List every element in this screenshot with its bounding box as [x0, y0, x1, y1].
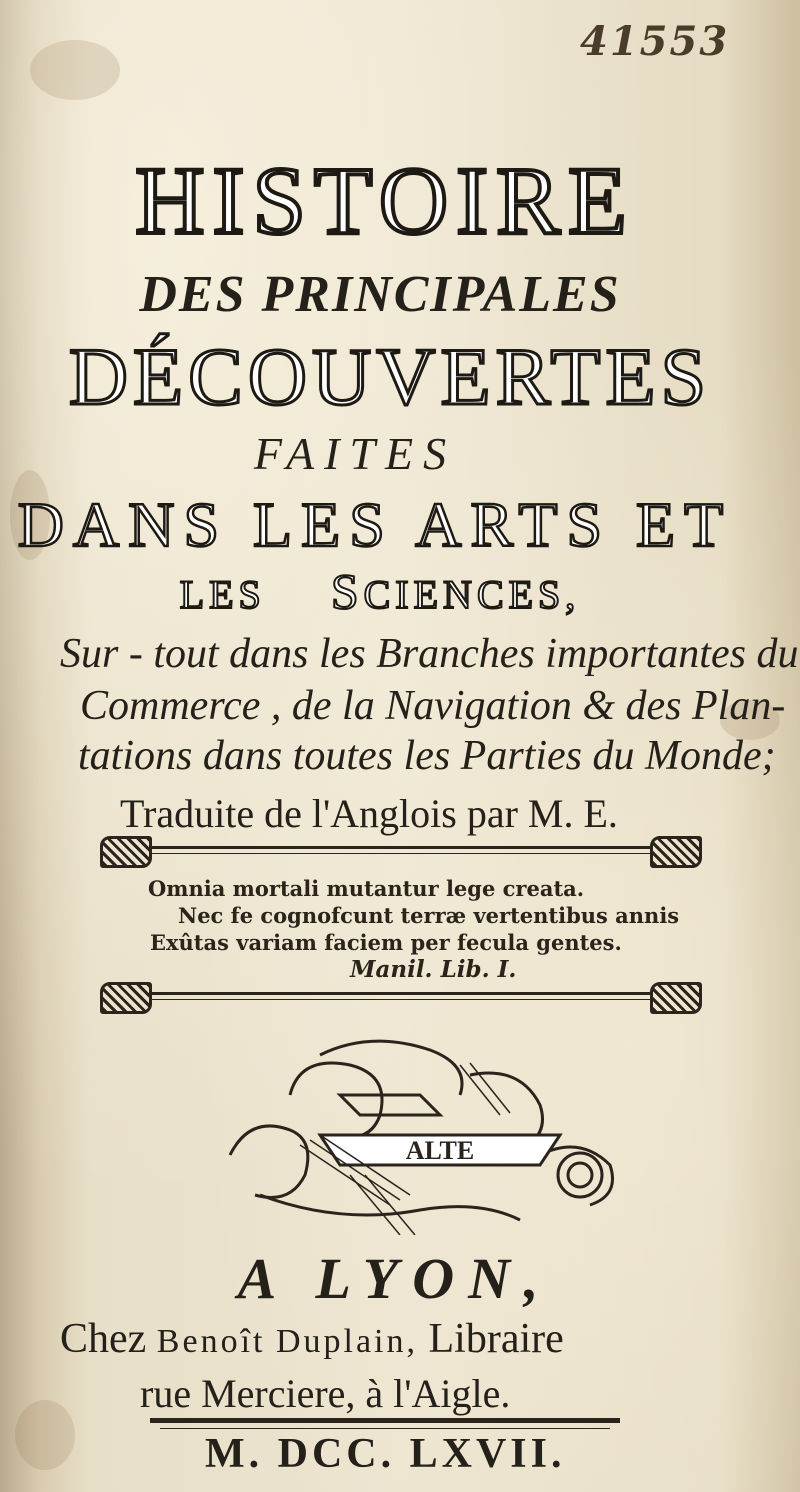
ornament-left-icon	[100, 836, 152, 868]
foxing-stain	[15, 1400, 75, 1470]
ornament-right-icon	[650, 836, 702, 868]
title-sciences-rest: CIENCES,	[363, 572, 581, 617]
imprint-rule-thin	[160, 1428, 610, 1429]
ornamental-rule-top-thin	[150, 853, 650, 854]
imprint-date: M. DCC. LXVII.	[205, 1431, 566, 1477]
ornament-right-icon	[650, 982, 702, 1014]
imprint-publisher-last: Duplain,	[275, 1323, 419, 1360]
imprint-publisher-first: Benoît	[156, 1323, 266, 1360]
title-des-principales: DES PRINCIPALES	[139, 266, 621, 323]
vignette-scroll	[320, 1041, 462, 1095]
ornamental-rule-bottom-thin	[150, 999, 650, 1000]
epigraph-line-1: Omnia mortali mutantur lege creata.	[148, 876, 585, 901]
vignette-rosette	[558, 1153, 602, 1197]
epigraph-line-2: Nec fe cognofcunt terræ vertentibus annis	[178, 903, 680, 928]
ornament-left-icon	[100, 982, 152, 1014]
vignette-rosette	[568, 1163, 592, 1187]
imprint-chez: Chez	[60, 1316, 147, 1362]
imprint-city: A LYON,	[237, 1246, 553, 1311]
imprint-rule-thick	[150, 1418, 620, 1423]
imprint-role: Libraire	[428, 1316, 564, 1362]
subtitle-line-2: Commerce , de la Navigation & des Plan-	[80, 683, 786, 729]
vignette-scroll	[260, 1195, 520, 1220]
vignette-scroll	[290, 1063, 382, 1138]
title-histoire: HISTOIRE	[135, 147, 635, 254]
title-decouvertes: DÉCOUVERTES	[68, 331, 712, 422]
vignette-scroll	[230, 1126, 308, 1198]
epigraph-line-3: Exûtas variam faciem per fecula gentes.	[150, 930, 622, 955]
epigraph-source: Manil. Lib. I.	[350, 956, 517, 983]
title-les-sciences	[0, 562, 780, 620]
subtitle-line-3: tations dans toutes les Parties du Monde;	[78, 733, 776, 779]
imprint-publisher-line	[60, 1315, 800, 1363]
vignette-label: ALTE	[405, 1136, 475, 1165]
translator-line: Traduite de l'Anglois par M. E.	[120, 791, 618, 836]
vignette-plinth	[340, 1095, 440, 1115]
handwritten-shelfmark: 41553	[580, 18, 730, 65]
subtitle-line-1: Sur - tout dans les Branches importantes du	[60, 631, 799, 677]
title-les: LES	[179, 572, 266, 617]
ornamental-rule-bottom	[150, 992, 650, 995]
printers-device-vignette	[140, 1035, 660, 1235]
title-sciences-initial: S	[330, 563, 364, 619]
imprint-address: rue Merciere, à l'Aigle.	[140, 1371, 511, 1416]
title-dans-les-arts: DANS LES ARTS ET	[17, 489, 733, 560]
title-faites: FAITES	[253, 428, 457, 479]
ornamental-rule-top	[150, 846, 650, 849]
foxing-stain	[30, 40, 120, 100]
